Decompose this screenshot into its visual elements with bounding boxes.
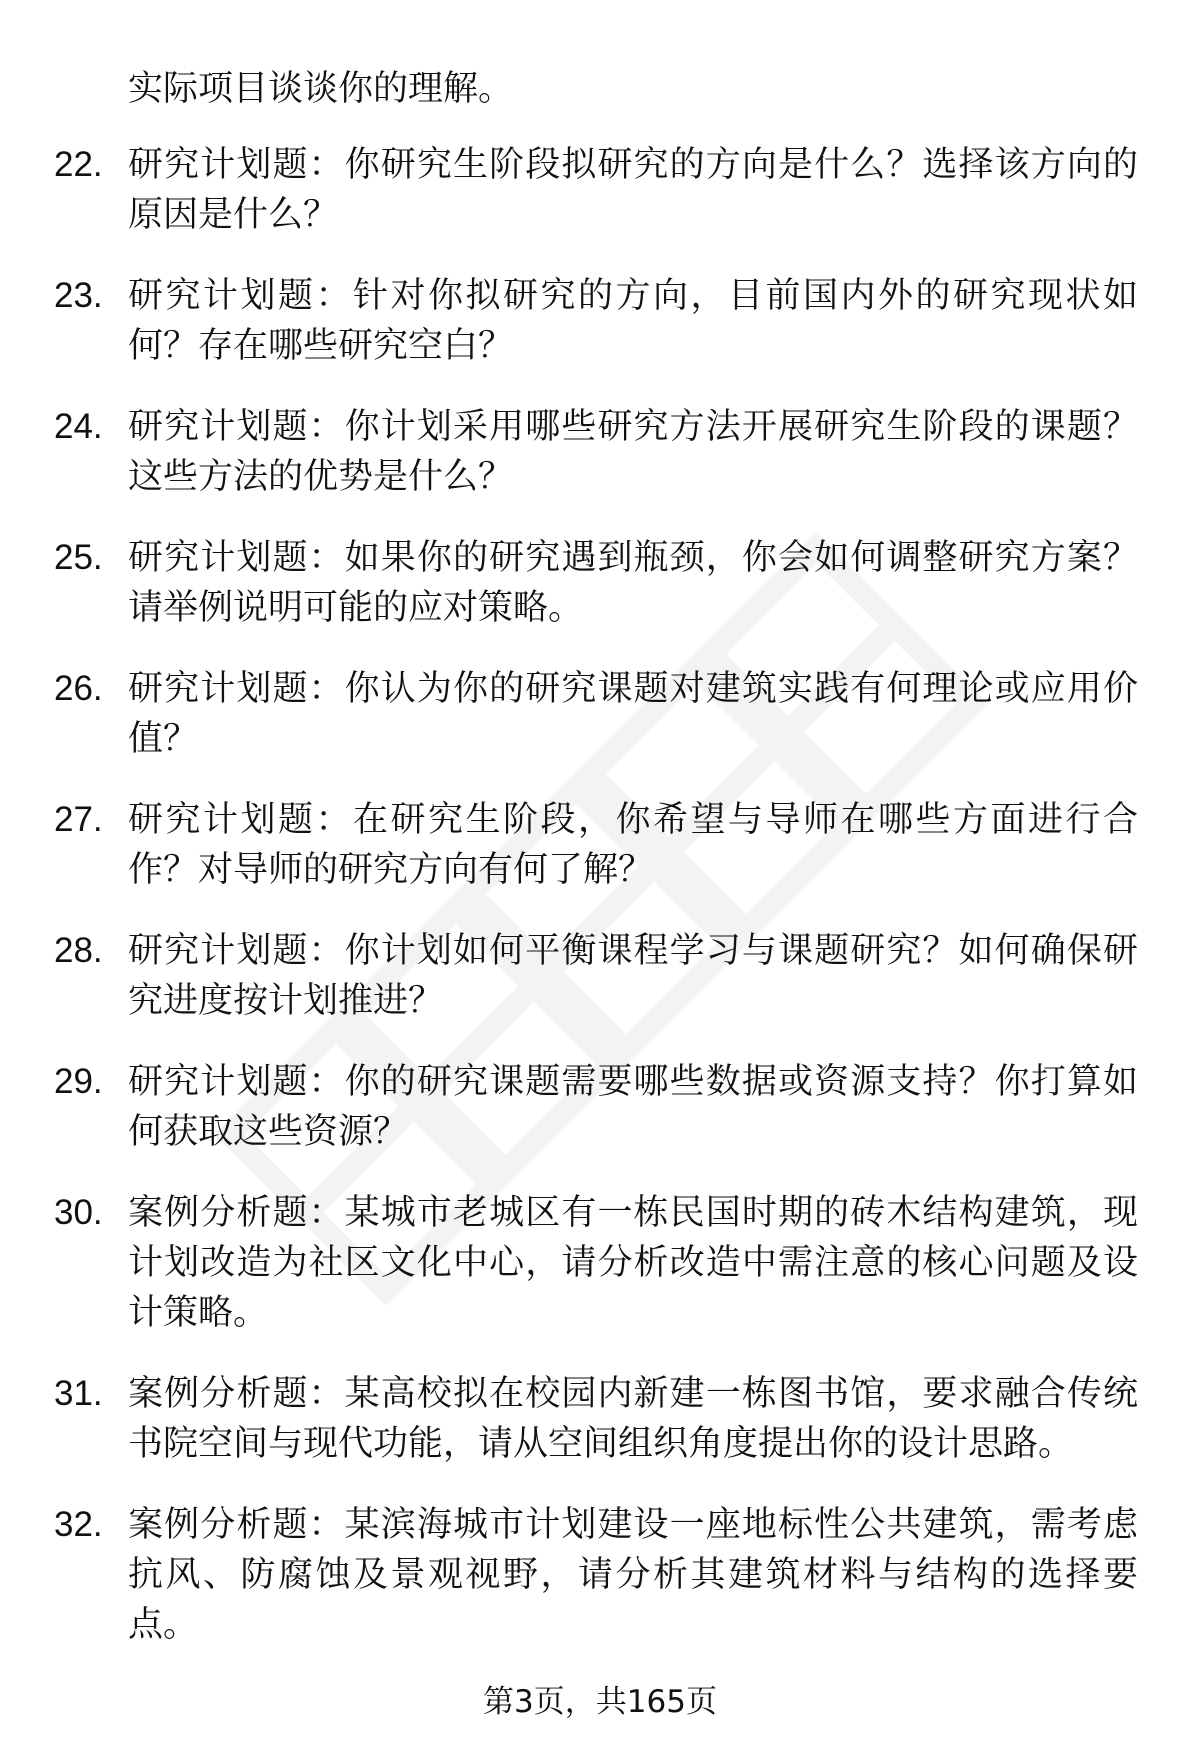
question-item	[0, 402, 1200, 502]
question-text: 研究计划题：你计划如何平衡课程学习与课题研究？如何确保研究进度按计划推进？	[128, 931, 1138, 1021]
continued-text: 实际项目谈谈你的理解。	[128, 69, 514, 109]
question-list	[0, 140, 1200, 1681]
question-text: 案例分析题：某高校拟在校园内新建一栋图书馆，要求融合传统书院空间与现代功能，请从空间组织角度提出你的设计思路。	[128, 1374, 1138, 1464]
question-item	[0, 1369, 1200, 1469]
question-item	[0, 664, 1200, 764]
question-text: 案例分析题：某城市老城区有一栋民国时期的砖木结构建筑，现计划改造为社区文化中心，请分析改造中需注意的核心问题及设计策略。	[128, 1193, 1138, 1333]
question-number: 31.	[54, 1374, 103, 1413]
question-number: 32.	[54, 1505, 103, 1544]
question-text: 研究计划题：你认为你的研究课题对建筑实践有何理论或应用价值？	[128, 669, 1138, 759]
question-item	[0, 795, 1200, 895]
question-number: 24.	[54, 407, 103, 446]
question-item	[0, 140, 1200, 240]
question-text: 研究计划题：你的研究课题需要哪些数据或资源支持？你打算如何获取这些资源？	[128, 1062, 1138, 1152]
question-text: 案例分析题：某滨海城市计划建设一座地标性公共建筑，需考虑抗风、防腐蚀及景观视野，请分析其建筑材料与结构的选择要点。	[128, 1505, 1138, 1645]
question-item	[0, 533, 1200, 633]
question-number: 22.	[54, 145, 103, 184]
question-item	[0, 1057, 1200, 1157]
question-number: 28.	[54, 931, 103, 970]
question-number: 29.	[54, 1062, 103, 1101]
question-number: 23.	[54, 276, 103, 315]
question-item	[0, 1500, 1200, 1650]
question-text: 研究计划题：在研究生阶段，你希望与导师在哪些方面进行合作？对导师的研究方向有何了解？	[128, 800, 1138, 890]
question-text: 研究计划题：针对你拟研究的方向，目前国内外的研究现状如何？存在哪些研究空白？	[128, 276, 1138, 366]
question-number: 30.	[54, 1193, 103, 1232]
question-item	[0, 271, 1200, 371]
question-text: 研究计划题：你研究生阶段拟研究的方向是什么？选择该方向的原因是什么？	[128, 145, 1138, 235]
question-item	[0, 1188, 1200, 1338]
question-text: 研究计划题：你计划采用哪些研究方法开展研究生阶段的课题？这些方法的优势是什么？	[128, 407, 1138, 497]
question-number: 27.	[54, 800, 103, 839]
question-text: 研究计划题：如果你的研究遇到瓶颈，你会如何调整研究方案？请举例说明可能的应对策略。	[128, 538, 1138, 628]
question-number: 25.	[54, 538, 103, 577]
page-footer: 第3页，共165页	[483, 1684, 717, 1720]
question-number: 26.	[54, 669, 103, 708]
question-item	[0, 926, 1200, 1026]
